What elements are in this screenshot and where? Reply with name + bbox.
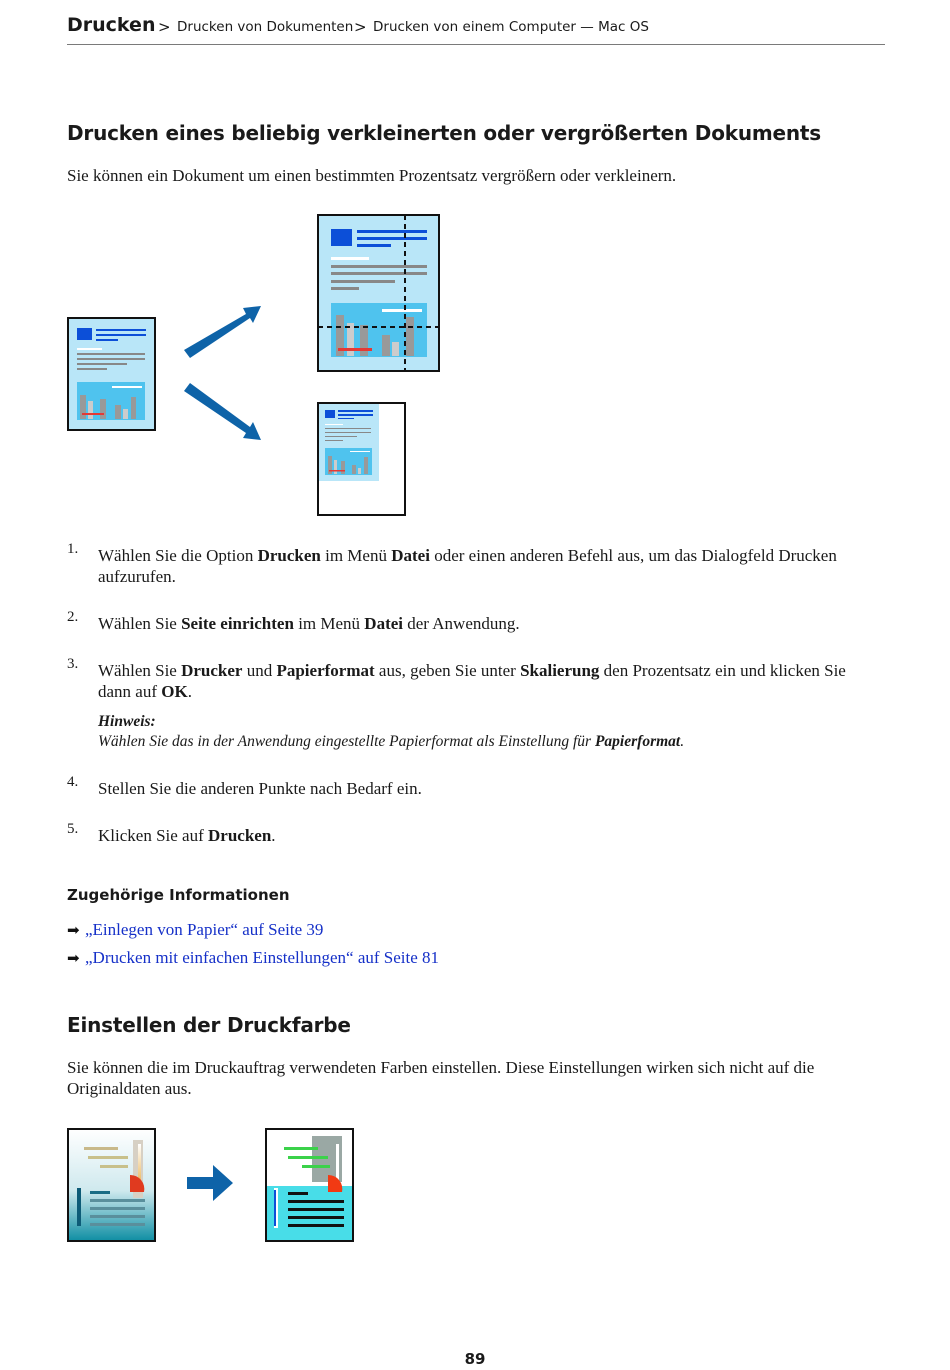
section-intro-color: Sie können die im Druckauftrag verwendeten Farben einstellen. Diese Einstellungen wirken sich nicht auf die Originaldaten aus. [67,1058,815,1098]
steps-list [67,541,877,846]
step-number: 4. [67,774,79,790]
note-box [98,712,877,752]
step-bold: Datei [364,614,404,633]
step-bold: Drucken [257,546,321,565]
breadcrumb-root[interactable]: Drucken [67,14,156,36]
step-text: oder einen anderen Befehl aus, um das Dialogfeld Drucken aufzurufen. [98,546,837,586]
link-drucken-einfache-einstellungen[interactable]: „Drucken mit einfachen Einstellungen“ auf Seite 81 [85,948,440,967]
arrow-right-icon: ➡ [67,950,80,967]
scale-up-arrow-icon [184,306,261,358]
color-source-page-icon [68,1129,155,1241]
note-bold: Papierformat [594,733,681,750]
step-item [67,656,877,752]
step-text: und [242,661,277,680]
page-number: 89 [464,1350,486,1368]
step-text: den Prozentsatz ein und klicken Sie dann auf [98,661,846,701]
related-links [67,916,439,972]
note-text: . [680,733,685,750]
step-text: im Menü [293,614,365,633]
breadcrumb-separator: > [158,18,171,36]
step-bold: Drucken [208,826,272,845]
step-text: . [187,682,192,701]
step-number: 3. [67,656,79,672]
note-label: Hinweis: [98,713,156,730]
step-item [67,774,877,799]
reduced-page-icon [318,403,405,515]
step-text: Wählen Sie [98,661,182,680]
step-item [67,821,877,846]
step-item [67,541,877,587]
section-title-scaling: Drucken eines beliebig verkleinerten oder vergrößerten Dokuments [67,121,821,145]
note-text: Wählen Sie das in der Anwendung eingestellte Papierformat als Einstellung für [98,733,595,750]
step-bold: Papierformat [276,661,375,680]
step-text: im Menü [320,546,392,565]
step-text: Wählen Sie die Option [98,546,258,565]
related-link-row [67,944,439,972]
related-info-title: Zugehörige Informationen [67,886,290,904]
step-number: 5. [67,821,79,837]
step-text: . [271,826,276,845]
step-number: 2. [67,609,79,625]
section-intro-scaling: Sie können ein Dokument um einen bestimmten Prozentsatz vergrößern oder verkleinern. [67,166,677,185]
step-bold: Skalierung [520,661,600,680]
arrow-right-icon: ➡ [67,922,80,939]
scaling-illustration [60,205,460,525]
step-bold: Datei [391,546,430,565]
related-link-row [67,916,439,944]
breadcrumb [67,12,885,45]
color-convert-arrow-icon [187,1165,233,1201]
step-text: Stellen Sie die anderen Punkte nach Bedarf ein. [98,779,422,798]
color-illustration [60,1120,370,1250]
breadcrumb-item-documents[interactable]: Drucken von Dokumenten [177,19,354,35]
scale-down-arrow-icon [184,383,261,440]
breadcrumb-separator: > [354,18,367,36]
original-page-icon [68,318,155,430]
link-einlegen-von-papier[interactable]: „Einlegen von Papier“ auf Seite 39 [85,920,324,939]
step-text: Klicken Sie auf [98,826,208,845]
step-bold: OK [161,682,188,701]
step-bold: Seite einrichten [181,614,294,633]
color-result-page-icon [266,1129,353,1241]
enlarged-page-icon [318,215,439,371]
step-bold: Drucker [181,661,243,680]
breadcrumb-item-mac-os[interactable]: Drucken von einem Computer — Mac OS [373,19,649,35]
step-text: aus, geben Sie unter [374,661,521,680]
step-number: 1. [67,541,79,557]
step-item [67,609,877,634]
step-text: der Anwendung. [403,614,520,633]
step-text: Wählen Sie [98,614,182,633]
section-title-color: Einstellen der Druckfarbe [67,1013,351,1037]
